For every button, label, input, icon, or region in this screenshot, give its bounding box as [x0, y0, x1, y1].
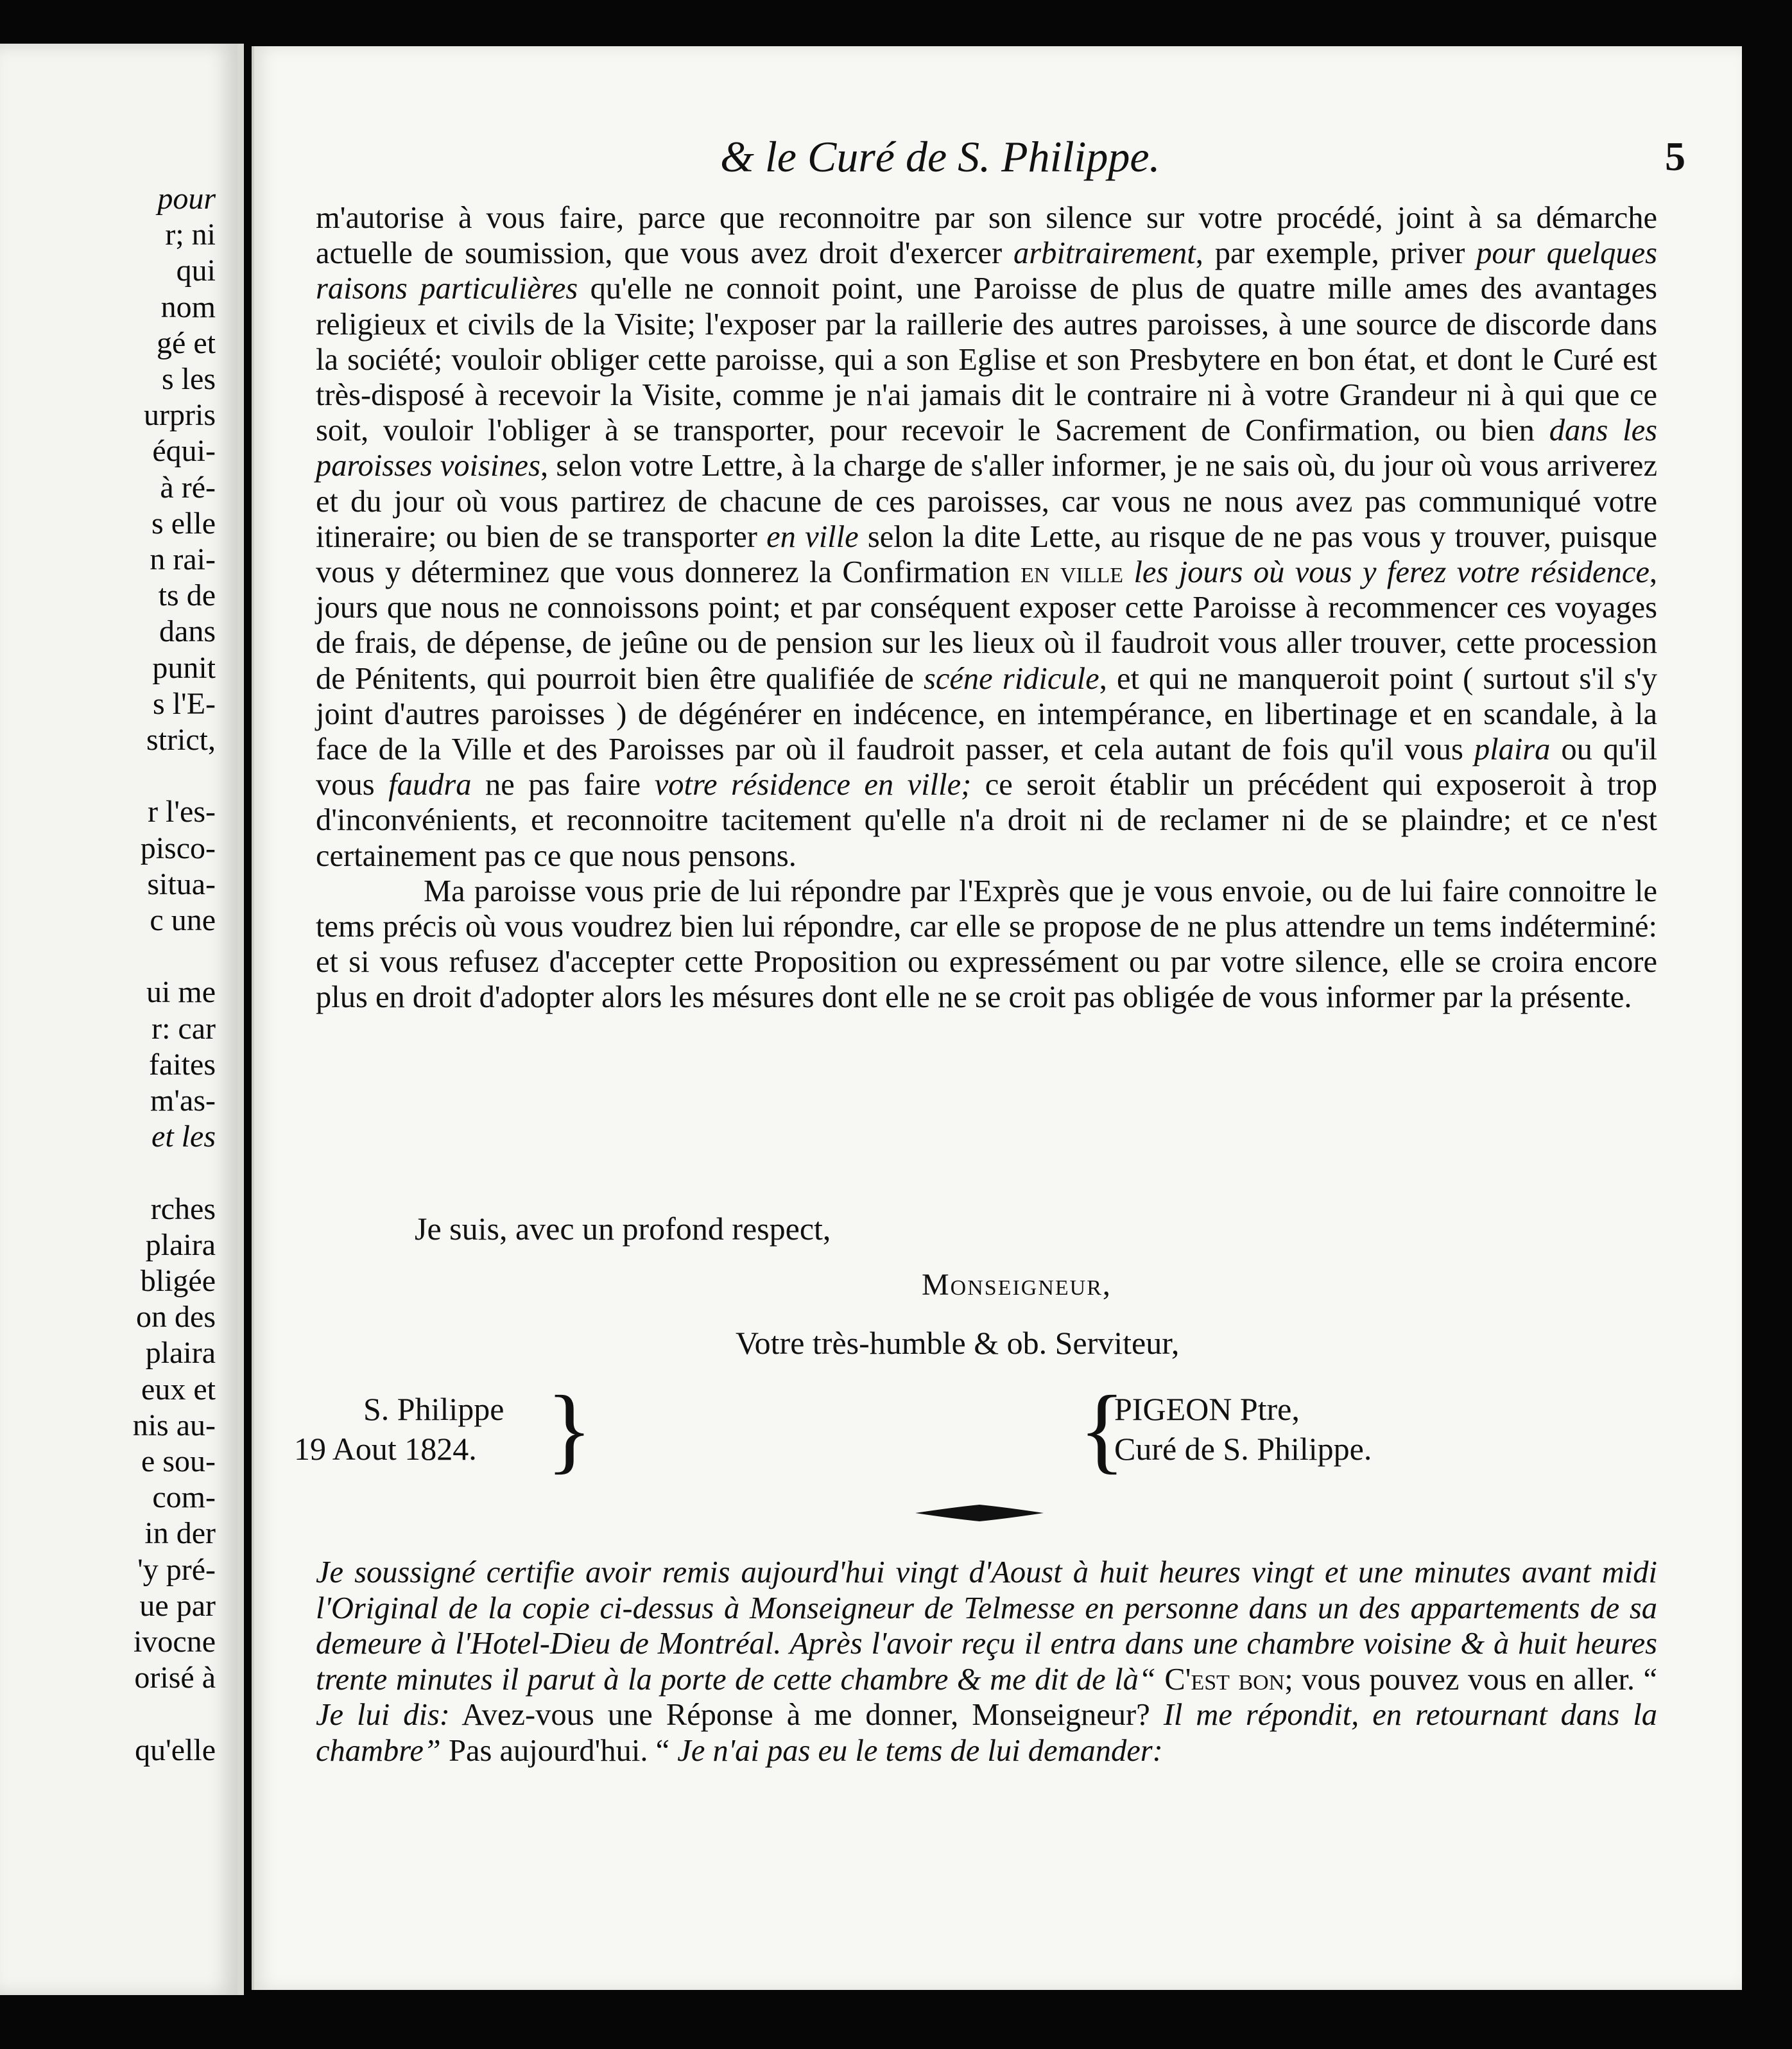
body-paragraph-2: Ma paroisse vous prie de lui répondre par l'Exprès que je vous envoie, ou de lui faire connoitre le tems précis où vous voudrez bien lui répondre, car elle se propose de ne plus attendre un tems indéterminé: et si vous refusez d'accepter cette Proposition ou expressément ou par votre silence, elle se croira encore plus en droit d'adopter alors les mésures dont elle ne se croit pas obligée de vous informer par la présente.: [316, 874, 1657, 1015]
left-page-line: pour: [157, 182, 216, 216]
left-page-line: qui: [176, 254, 216, 288]
certificate-text: Je soussigné certifie avoir remis aujourd'hui vingt d'Aoust à huit heures vingt et une minutes avant midi l'Original de la copie ci-dessus à Monseigneur de Telmesse en personne dans un des appartements de sa demeure à l'Hotel-Dieu de Montréal. Après l'avoir reçu il entra dans une chambre voisine & à huit heures trente minutes il parut à la porte de cette chambre & me dit de là“ C'est bon; vous pouvez vous en aller. “ Je lui dis: Avez-vous une Réponse à me donner, Monseigneur? Il me répondit, en retournant dans la chambre” Pas aujourd'hui. “ Je n'ai pas eu le tems de lui demander:: [316, 1555, 1658, 1768]
left-brace-glyph: {: [1079, 1376, 1125, 1483]
left-page-line: c une: [150, 903, 216, 937]
left-page-line: s l'E-: [153, 686, 216, 721]
salutation: Monseigneur,: [922, 1268, 1112, 1302]
place-date: [294, 1389, 504, 1469]
left-page-line: punit: [152, 650, 216, 685]
left-page-line: ts de: [158, 578, 216, 613]
running-head-title: & le Curé de S. Philippe.: [720, 132, 1160, 181]
date: 19 Aout 1824.: [294, 1431, 477, 1467]
signature-name: PIGEON Ptre,: [1114, 1391, 1300, 1427]
right-page: [252, 46, 1742, 1990]
left-page-line: gé et: [157, 325, 216, 360]
page-number: 5: [1665, 134, 1685, 179]
left-page-line: urpris: [144, 398, 216, 433]
left-page-line: r; ni: [165, 218, 216, 252]
left-page-line: bligée: [140, 1264, 216, 1298]
signature-title: Curé de S. Philippe.: [1114, 1431, 1372, 1467]
place: S. Philippe: [363, 1391, 504, 1427]
left-page-line: n rai-: [150, 542, 216, 576]
left-page-line: rches: [150, 1191, 216, 1226]
left-page-line: et les: [151, 1120, 216, 1154]
signature: [1114, 1389, 1372, 1469]
left-page-line: plaira: [145, 1336, 216, 1370]
ornament-divider: [915, 1503, 1044, 1523]
left-page-line: pisco-: [140, 831, 216, 865]
left-page-line: e sou-: [141, 1444, 216, 1478]
left-page-line: dans: [159, 614, 216, 649]
left-page-line: orisé à: [134, 1661, 216, 1695]
left-page-line: ue par: [139, 1588, 216, 1623]
left-page-line: faites: [149, 1047, 216, 1082]
left-page-line: on des: [136, 1300, 216, 1335]
running-head: [254, 131, 1742, 182]
left-page-line: in der: [144, 1516, 216, 1551]
left-page-line: s elle: [151, 506, 216, 540]
left-page-line: com-: [152, 1480, 216, 1515]
left-page-line: plaira: [145, 1227, 216, 1262]
left-page-line: r l'es-: [148, 795, 216, 829]
left-page-line: s les: [162, 362, 216, 396]
left-page-line: strict,: [146, 723, 216, 757]
left-page-line: m'as-: [150, 1084, 216, 1118]
servant-line: Votre très-humble & ob. Serviteur,: [736, 1325, 1180, 1361]
left-page-line: 'y pré-: [137, 1552, 216, 1587]
left-page-line: nom: [160, 290, 216, 324]
body-paragraph-1: m'autorise à vous faire, parce que reconnoitre par son silence sur votre procédé, joint à sa démarche actuelle de soumission, que vous avez droit d'exercer arbitrairement, par exemple, priver pour quelques raisons particulières qu'elle ne connoit point, une Paroisse de plus de quatre mille ames des avantages religieux et civils de la Visite; l'exposer par la raillerie des autres paroisses, à une source de discorde dans la société; vouloir obliger cette paroisse, qui a son Eglise et son Presbytere en bon état, et dont le Curé est très-disposé à recevoir la Visite, comme je n'ai jamais dit le contraire ni à votre Grandeur ni à qui que ce soit, vouloir l'obliger à se transporter, pour recevoir le Sacrement de Confirmation, ou bien dans les paroisses voisines, selon votre Lettre, à la charge de s'aller informer, je ne sais où, du jour où vous arriverez et du jour où vous partirez de chacune de ces paroisses, car vous ne nous avez pas communiqué votre itineraire; ou bien de se transporter en ville selon la dite Lette, au risque de ne pas vous y trouver, puisque vous y déterminez que vous donnerez la Confirmation en ville les jours où vous y ferez votre résidence, jours que nous ne connoissons point; et par conséquent exposer cette Paroisse à recommencer ces voyages de frais, de dépense, de jeûne ou de pension sur les lieux où il faudroit vous aller trouver, cette procession de Pénitents, qui pourroit bien être qualifiée de scéne ridicule, et qui ne manqueroit point ( surtout s'il s'y joint d'autres paroisses ) de dégénérer en indécence, en intempérance, en libertinage et en scandale, à la face de la Ville et des Paroisses par où il faudroit passer, et cela autant de fois qu'il vous plaira ou qu'il vous faudra ne pas faire votre résidence en ville; ce seroit établir un précédent qui exposeroit à trop d'inconvénients, et reconnoitre tacitement qu'elle n'a droit ni de reclamer ni de se plaindre; et ce n'est certainement pas ce que nous pensons.: [316, 201, 1658, 873]
letter-body: [316, 200, 1657, 1016]
left-page-line: eux et: [141, 1372, 216, 1406]
closing-respect: Je suis, avec un profond respect,: [415, 1211, 831, 1247]
left-page-line: nis au-: [132, 1408, 216, 1442]
left-page-line: situa-: [147, 867, 216, 901]
left-page-line: r: car: [151, 1011, 216, 1046]
left-page-line: équi-: [152, 434, 216, 469]
left-page-fragment: [0, 44, 244, 1995]
right-brace-glyph: }: [546, 1376, 592, 1483]
left-page-line: qu'elle: [135, 1733, 216, 1767]
left-page-line: ivocne: [134, 1625, 216, 1659]
left-page-line: à ré-: [160, 470, 216, 505]
left-page-line: ui me: [146, 975, 216, 1010]
